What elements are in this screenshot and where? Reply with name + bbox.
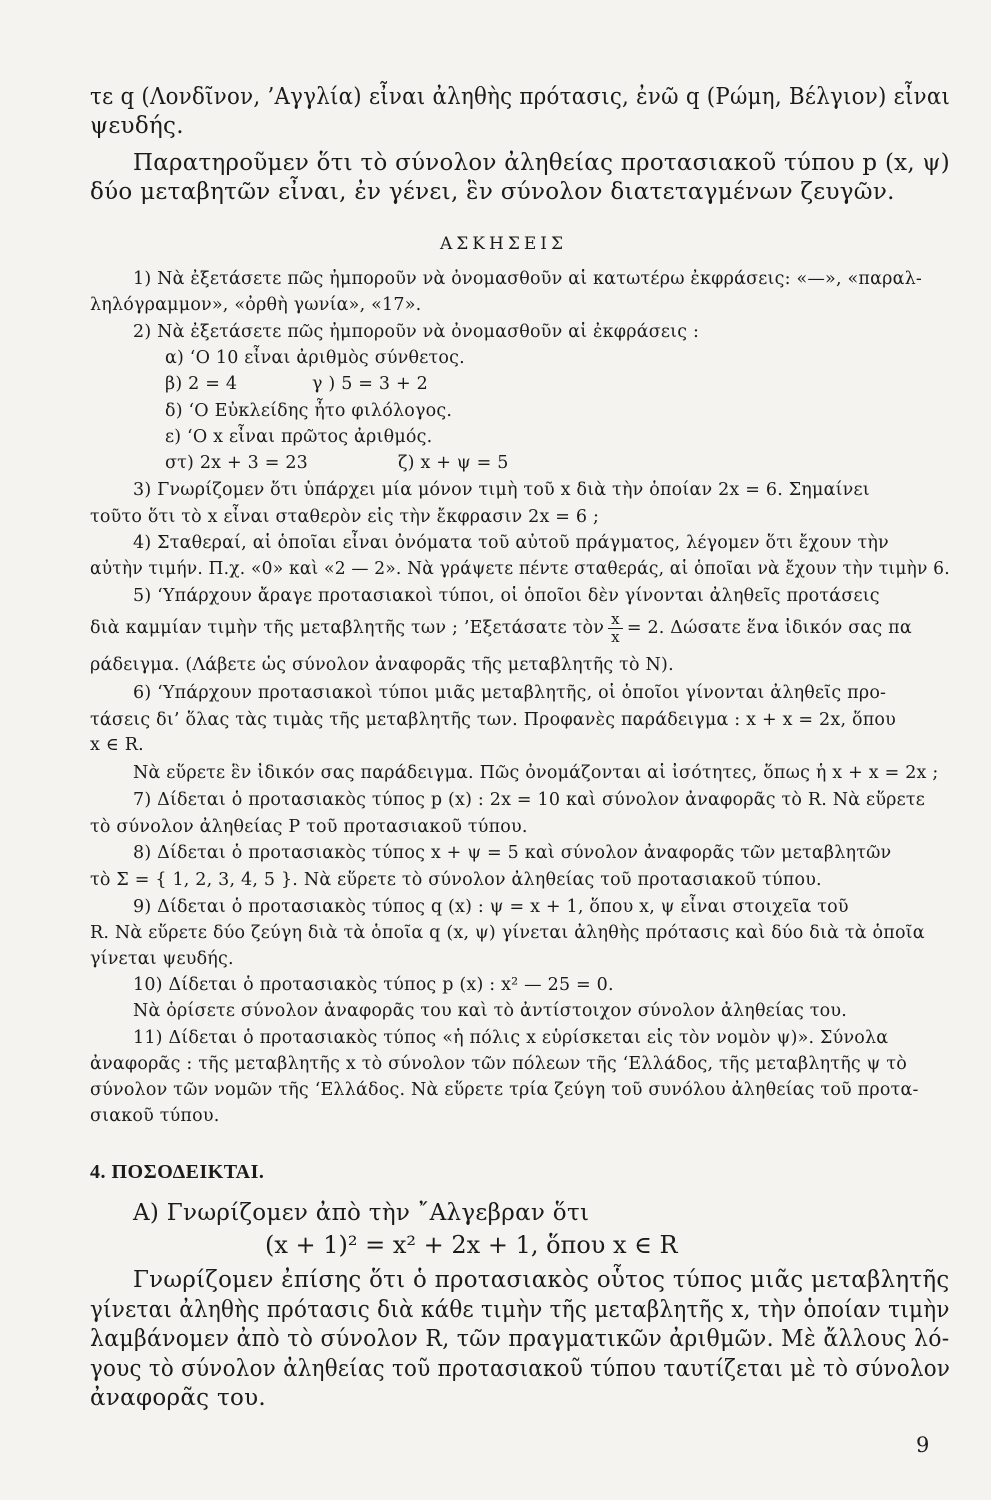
fraction-x-over-x xyxy=(608,612,623,645)
exercise-10-line-2: Νὰ ὁρίσετε σύνολον ἀναφορᾶς του καὶ τὸ ἀντίστοιχον σύνολον ἀληθείας του. xyxy=(133,1001,848,1021)
exercise-11-line-1: 11) Δίδεται ὁ προτασιακὸς τύπος «ἡ πόλις x εὑρίσκεται εἰς τὸν νομὸν ψ)». Σύνολα xyxy=(133,1028,889,1048)
intro-line-4: δύο μεταβητῶν εἶναι, ἐν γένει, ἓν σύνολον διατεταγμένων ζευγῶν. xyxy=(90,179,895,205)
exercise-7-line-2: τὸ σύνολον ἀληθείας P τοῦ προτασιακοῦ τύπου. xyxy=(90,817,528,837)
exercise-9-line-3: γίνεται ψευδής. xyxy=(90,949,234,969)
exercise-4-line-1: 4) Σταθεραί, αἱ ὁποῖαι εἶναι ὀνόματα τοῦ αὐτοῦ πράγματος, λέγομεν ὅτι ἔχουν τὴν xyxy=(133,533,889,553)
exercise-7-line-1: 7) Δίδεται ὁ προτασιακὸς τύπος p (x) : 2x = 10 καὶ σύνολον ἀναφορᾶς τὸ R. Νὰ εὕρετε xyxy=(133,790,926,810)
section-paragraph-line-1: Γνωρίζομεν ἐπίσης ὅτι ὁ προτασιακὸς οὗτος τύπος μιᾶς μεταβλητῆς xyxy=(133,1267,950,1293)
exercise-5-line-2 xyxy=(90,612,912,645)
exercise-11-line-3: σύνολον τῶν νομῶν τῆς ‘Ελλάδος. Νὰ εὕρετε τρία ζεύγη τοῦ συνόλου ἀληθείας τοῦ προτα- xyxy=(90,1080,919,1100)
exercise-3-line-1: 3) Γνωρίζομεν ὅτι ὑπάρχει μία μόνον τιμὴ τοῦ x διὰ τὴν ὁποίαν 2x = 6. Σημαίνει xyxy=(133,480,870,500)
exercise-5-line-1: 5) ‘Υπάρχουν ἄραγε προτασιακοὶ τύποι, οἱ ὁποῖοι δὲν γίνονται ἀληθεῖς προτάσεις xyxy=(133,586,880,606)
exercise-11-line-4: σιακοῦ τύπου. xyxy=(90,1106,220,1126)
exercise-2: 2) Νὰ ἐξετάσετε πῶς ἠμποροῦν νὰ ὀνομασθοῦν αἱ ἐκφράσεις : xyxy=(133,322,700,342)
section-title: 4. ΠΟΣΟΔΕΙΚΤΑΙ. xyxy=(90,1161,265,1183)
exercise-6-line-3: x ∈ R. xyxy=(90,735,144,755)
exercise-8-line-2: τὸ Σ = { 1, 2, 3, 4, 5 }. Νὰ εὕρετε τὸ σύνολον ἀληθείας τοῦ προτασιακοῦ τύπου. xyxy=(90,870,822,890)
exercise-4-line-2: αὐτὴν τιμήν. Π.χ. «0» καὶ «2 — 2». Νὰ γράψετε πέντε σταθεράς, αἱ ὁποῖαι νὰ ἔχουν τὴν τιμὴν 6. xyxy=(90,559,950,579)
section-a-line: Α) Γνωρίζομεν ἀπὸ τὴν ῎Αλγεβραν ὅτι xyxy=(133,1200,590,1226)
intro-line-1: τε q (Λονδῖνον, ’Αγγλία) εἶναι ἀληθὴς πρότασις, ἐνῶ q (Ρώμη, Βέλγιον) εἶναι xyxy=(90,84,951,110)
exercise-6-line-2: τάσεις δι’ ὅλας τὰς τιμὰς τῆς μεταβλητῆς των. Προφανὲς παράδειγμα : x + x = 2x, ὅπου xyxy=(90,710,897,730)
exercise-3-line-2: τοῦτο ὅτι τὸ x εἶναι σταθερὸν εἰς τὴν ἔκφρασιν 2x = 6 ; xyxy=(90,507,600,527)
exercise-2-g: γ ) 5 = 3 + 2 xyxy=(312,374,428,394)
exercise-2-a: α) ‘Ο 10 εἶναι ἀριθμὸς σύνθετος. xyxy=(165,348,465,368)
exercise-8-line-1: 8) Δίδεται ὁ προτασιακὸς τύπος x + ψ = 5 καὶ σύνολον ἀναφορᾶς τῶν μεταβλητῶν xyxy=(133,843,892,863)
exercise-6-line-1: 6) ‘Υπάρχουν προτασιακοὶ τύποι μιᾶς μεταβλητῆς, οἱ ὁποῖοι γίνονται ἀληθεῖς προ- xyxy=(133,683,887,703)
exercises-heading: ΑΣΚΗΣΕΙΣ xyxy=(440,234,567,254)
exercise-10-line-1: 10) Δίδεται ὁ προτασιακὸς τύπος p (x) : x² — 25 = 0. xyxy=(133,975,614,995)
exercise-2-z: ζ) x + ψ = 5 xyxy=(398,453,509,473)
fraction-numerator: x xyxy=(608,612,623,629)
exercise-5-line-3: ράδειγμα. (Λάβετε ὡς σύνολον ἀναφορᾶς τῆς μεταβλητῆς τὸ N). xyxy=(90,655,674,675)
section-paragraph-line-2: γίνεται ἀληθὴς πρότασις διὰ κάθε τιμὴν τῆς μεταβλητῆς x, τὴν ὁποίαν τιμὴν xyxy=(90,1297,950,1323)
fraction-denominator: x xyxy=(611,628,620,646)
exercise-2-e: ε) ‘Ο x εἶναι πρῶτος ἀριθμός. xyxy=(165,427,433,447)
section-paragraph-line-3: λαμβάνομεν ἀπὸ τὸ σύνολον R, τῶν πραγματικῶν ἀριθμῶν. Μὲ ἄλλους λό- xyxy=(90,1326,950,1352)
section-paragraph-line-4: γους τὸ σύνολον ἀληθείας τοῦ προτασιακοῦ τύπου ταυτίζεται μὲ τὸ σύνολον xyxy=(90,1356,951,1382)
exercise-9-line-2: R. Νὰ εὕρετε δύο ζεύγη διὰ τὰ ὁποῖα q (x, ψ) γίνεται ἀληθὴς πρότασις καὶ δύο διὰ τὰ ὁποῖα xyxy=(90,923,925,943)
section-paragraph-line-5: ἀναφορᾶς του. xyxy=(90,1385,267,1411)
exercise-9-line-1: 9) Δίδεται ὁ προτασιακὸς τύπος q (x) : ψ = x + 1, ὅπου x, ψ εἶναι στοιχεῖα τοῦ xyxy=(133,897,849,917)
exercise-2-b: β) 2 = 4 xyxy=(165,374,238,394)
intro-line-2: ψευδής. xyxy=(90,113,184,139)
exercise-1-line-2: ληλόγραμμον», «ὀρθὴ γωνία», «17». xyxy=(90,295,422,315)
page-number: 9 xyxy=(916,1433,930,1457)
exercise-2-d: δ) ‘Ο Εὐκλείδης ἦτο φιλόλογος. xyxy=(165,401,453,421)
exercise-1-line-1: 1) Νὰ ἐξετάσετε πῶς ἠμποροῦν νὰ ὀνομασθοῦν αἱ κατωτέρω ἐκφράσεις: «—», «παραλ- xyxy=(133,269,923,289)
exercise-6-line-4: Νὰ εὕρετε ἓν ἰδικόν σας παράδειγμα. Πῶς ὀνομάζονται αἱ ἰσότητες, ὅπως ἡ x + x = 2x ; xyxy=(133,763,939,783)
exercise-5-line-2-start: διὰ καμμίαν τιμὴν τῆς μεταβλητῆς των ; ’Εξετάσατε τὸν xyxy=(90,618,605,638)
intro-line-3: Παρατηροῦμεν ὅτι τὸ σύνολον ἀληθείας προτασιακοῦ τύπου p (x, ψ) xyxy=(133,150,951,176)
exercise-2-st: στ) 2x + 3 = 23 xyxy=(165,453,308,473)
section-equation: (x + 1)² = x² + 2x + 1, ὅπου x ∈ R xyxy=(265,1231,678,1259)
exercise-5-line-2-end: = 2. Δώσατε ἕνα ἰδικόν σας πα xyxy=(626,618,912,638)
exercise-11-line-2: ἀναφορᾶς : τῆς μεταβλητῆς x τὸ σύνολον τῶν πόλεων τῆς ‘Ελλάδος, τῆς μεταβλητῆς ψ τὸ xyxy=(90,1054,907,1074)
